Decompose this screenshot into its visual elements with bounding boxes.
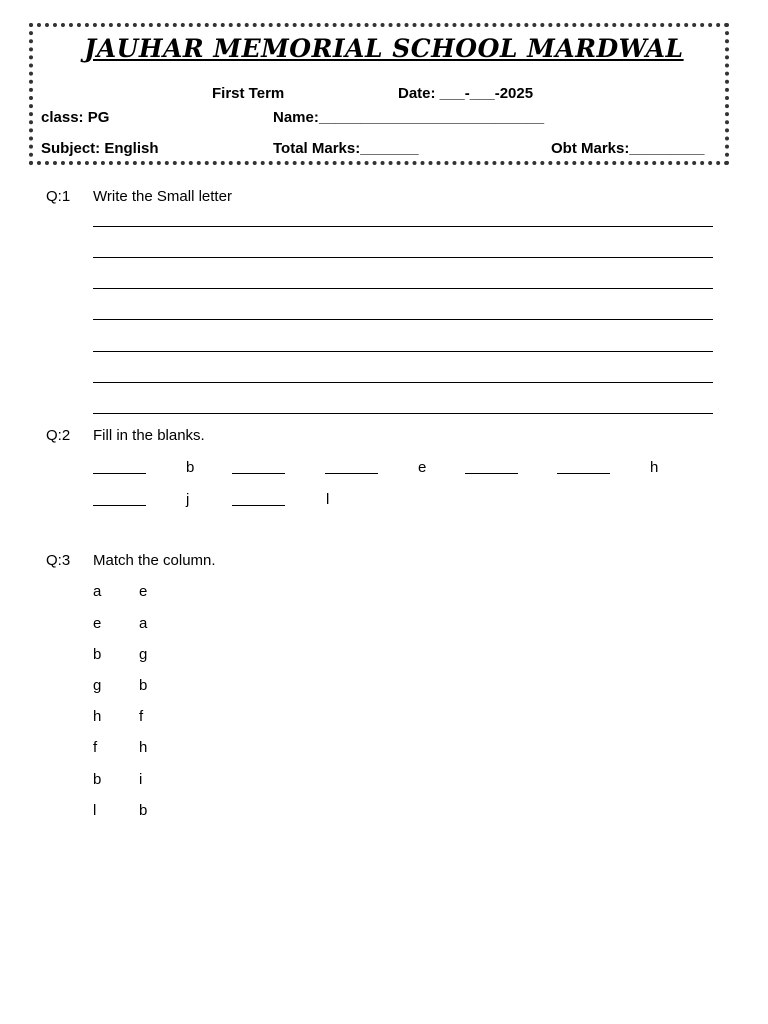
writing-line [93, 288, 713, 289]
match-right-item: h [139, 739, 148, 756]
match-right-item: f [139, 708, 144, 725]
subject-label: Subject: English [41, 140, 159, 157]
writing-line [93, 382, 713, 383]
school-title: JAUHAR MEMORIAL SCHOOL MARDWAL [84, 34, 684, 63]
q2-text: Fill in the blanks. [93, 427, 205, 444]
match-right-item: g [139, 646, 148, 663]
q2-number: Q:2 [46, 427, 71, 444]
given-letter: h [650, 459, 659, 476]
blank-slot [232, 505, 285, 506]
q1-number: Q:1 [46, 188, 71, 205]
blank-slot [232, 473, 285, 474]
obt-marks-label: Obt Marks:_________ [551, 140, 705, 157]
date-label: Date: ___-___-2025 [398, 85, 534, 102]
given-letter: e [418, 459, 427, 476]
match-right-item: b [139, 677, 148, 694]
given-letter: j [186, 491, 190, 508]
name-label: Name:___________________________ [273, 109, 545, 126]
given-letter: b [186, 459, 195, 476]
match-left-item: b [93, 771, 102, 788]
match-right-item: i [139, 771, 143, 788]
match-right-item: a [139, 615, 148, 632]
q1-text: Write the Small letter [93, 188, 232, 205]
total-marks-label: Total Marks:_______ [273, 140, 419, 157]
blank-slot [325, 473, 378, 474]
blank-slot [93, 505, 146, 506]
match-left-item: l [93, 802, 97, 819]
blank-slot [93, 473, 146, 474]
match-right-item: e [139, 583, 148, 600]
class-label: class: PG [41, 109, 110, 126]
writing-line [93, 351, 713, 352]
match-left-item: a [93, 583, 102, 600]
match-left-item: f [93, 739, 98, 756]
given-letter: l [326, 491, 330, 508]
match-left-item: h [93, 708, 102, 725]
match-right-item: b [139, 802, 148, 819]
match-left-item: g [93, 677, 102, 694]
writing-line [93, 413, 713, 414]
writing-line [93, 257, 713, 258]
match-left-item: b [93, 646, 102, 663]
term-label: First Term [212, 85, 285, 102]
match-left-item: e [93, 615, 102, 632]
blank-slot [557, 473, 610, 474]
q3-text: Match the column. [93, 552, 216, 569]
writing-line [93, 226, 713, 227]
writing-line [93, 319, 713, 320]
q3-number: Q:3 [46, 552, 71, 569]
blank-slot [465, 473, 518, 474]
